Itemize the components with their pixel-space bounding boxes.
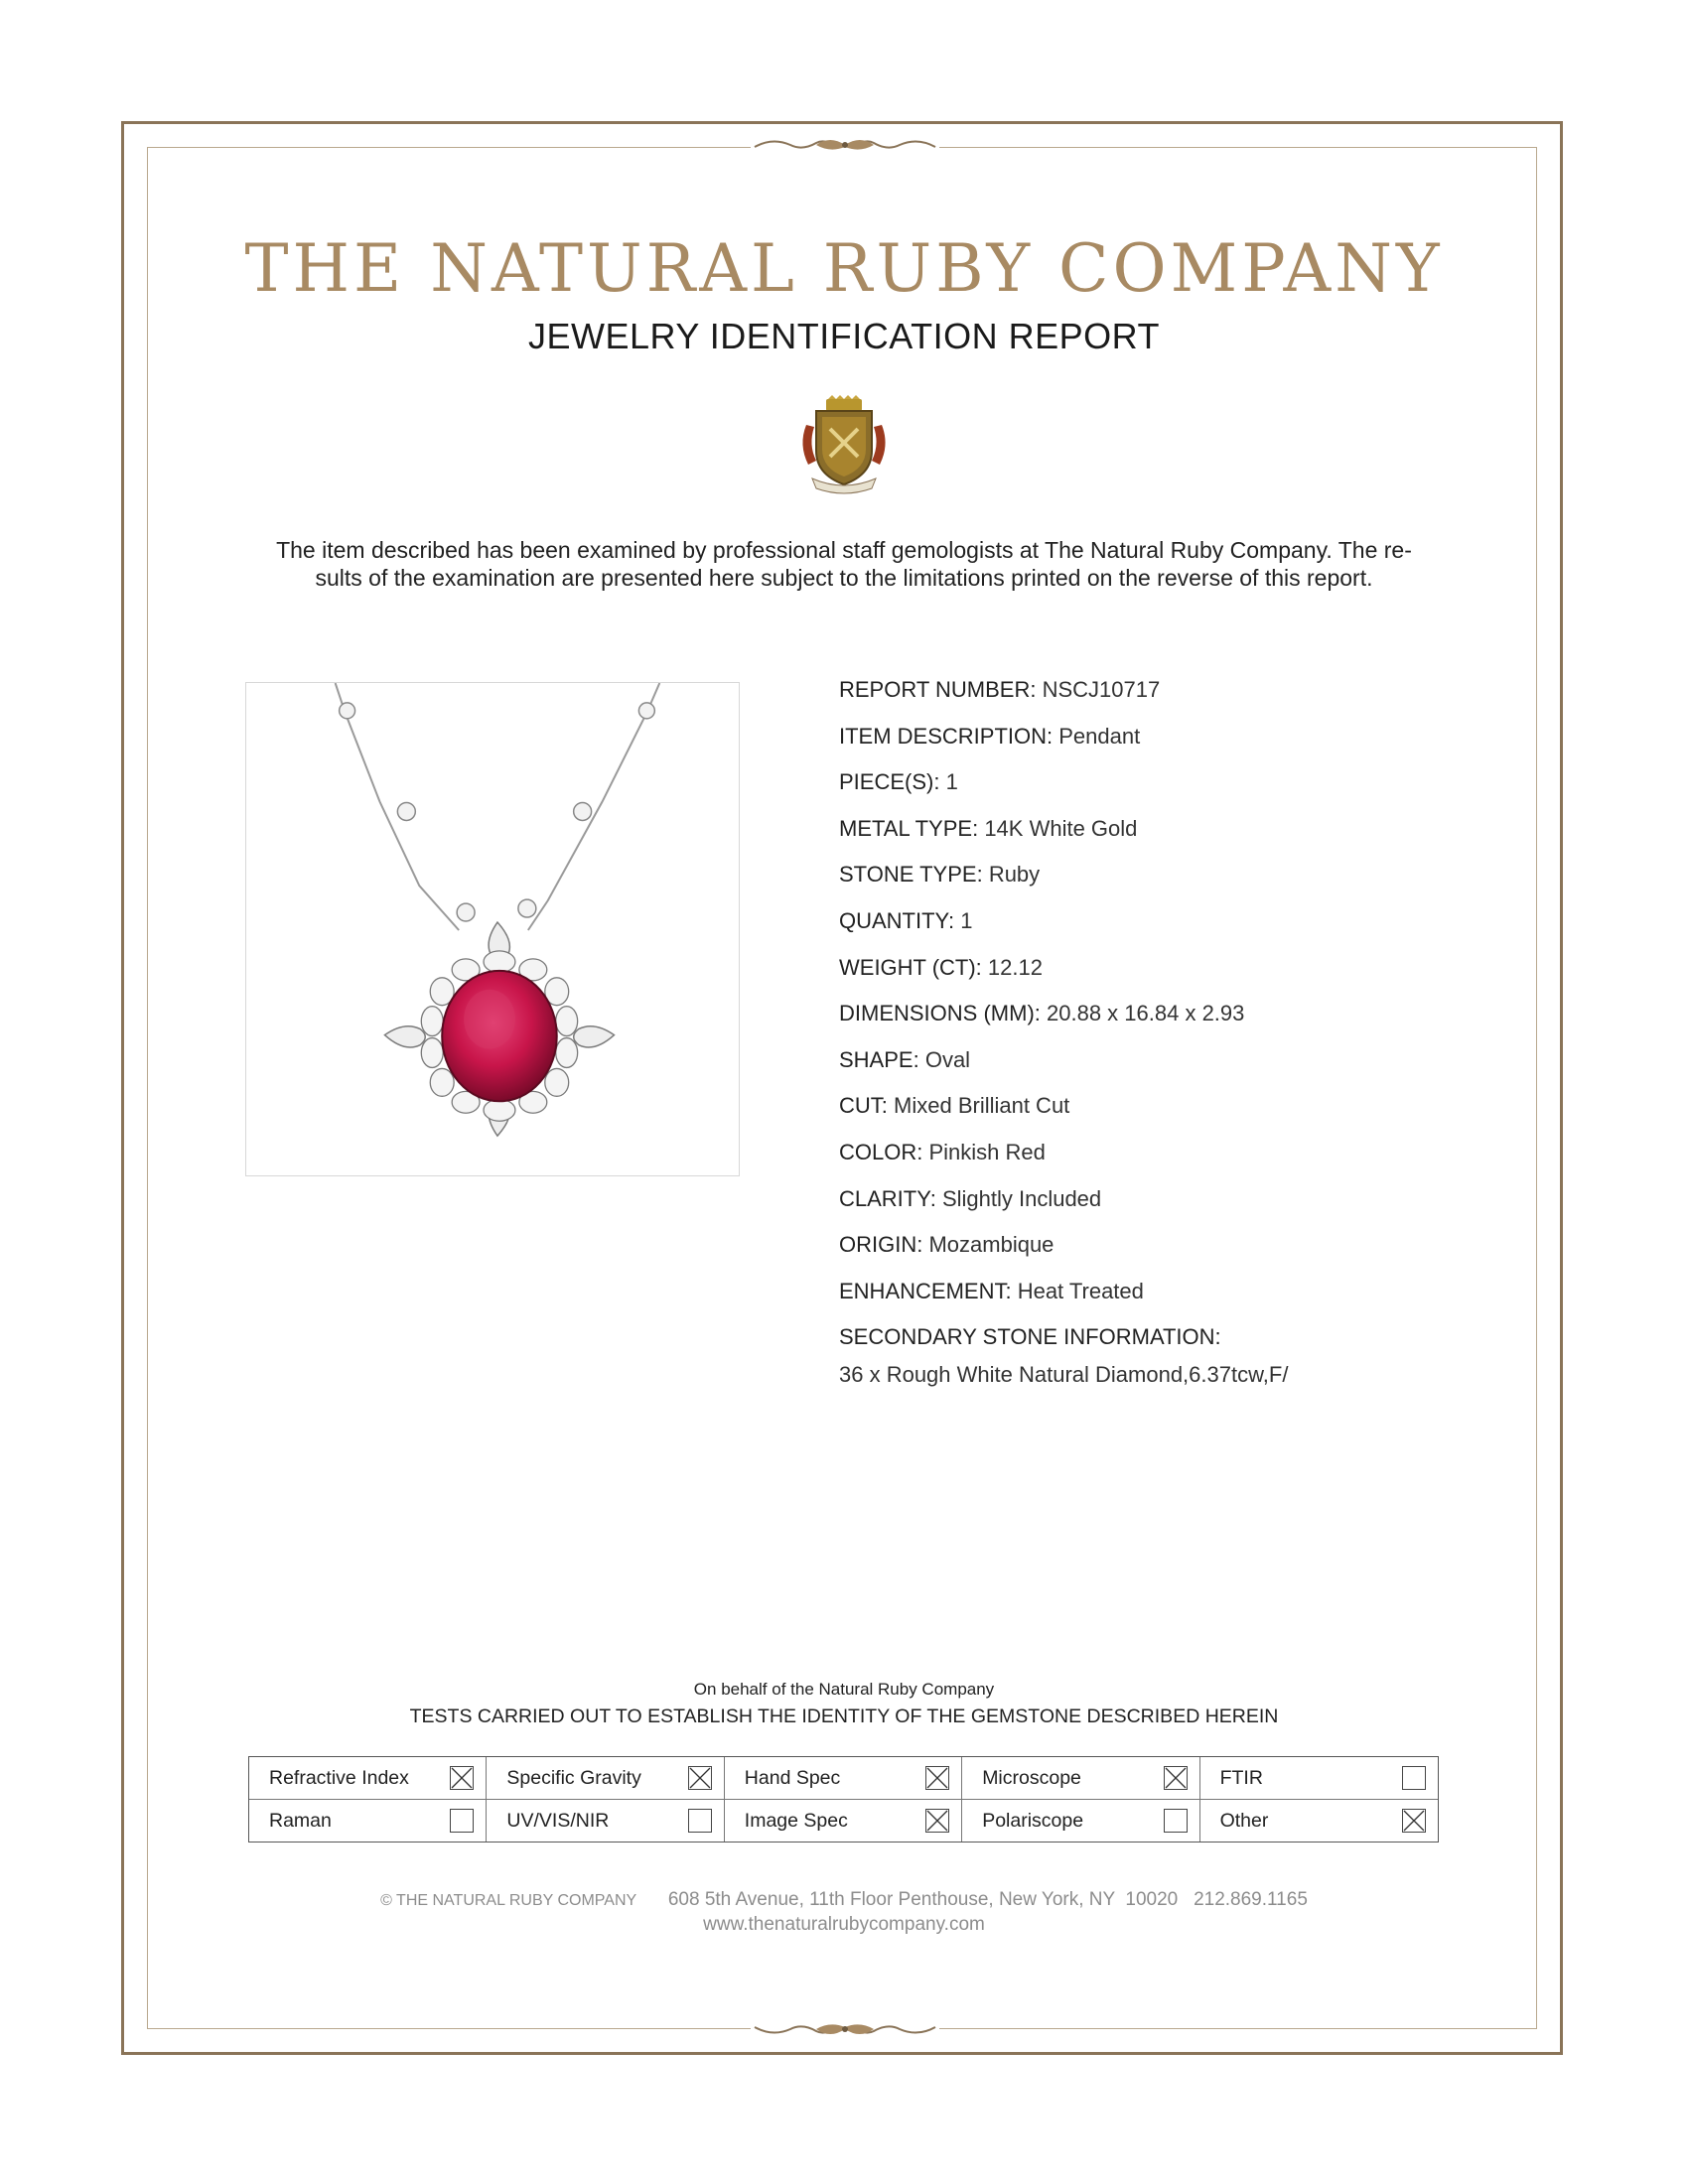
empty-checkbox [1402,1766,1426,1790]
test-cell [962,1800,1199,1843]
detail-value: Heat Treated [1017,1278,1144,1303]
detail-label: CLARITY: [839,1185,936,1211]
empty-checkbox [688,1809,712,1833]
checked-checkbox [450,1766,474,1790]
intro-line-1: The item described has been examined by professional staff gemologists at The Natural Ruby Company. The re- [276,537,1412,563]
footer-address-line [0,1889,1688,1911]
footer-copyright: © THE NATURAL RUBY COMPANY [380,1892,637,1909]
intro-line-2: sults of the examination are presented here subject to the limitations printed on the reverse of this report. [315,565,1373,591]
detail-label: QUANTITY: [839,907,955,933]
test-cell [1200,1757,1438,1800]
bottom-flourish-ornament [751,2017,939,2041]
detail-value: 14K White Gold [984,815,1138,841]
detail-label: REPORT NUMBER: [839,677,1037,702]
detail-label: CUT: [839,1093,888,1119]
detail-value: Mozambique [928,1232,1055,1258]
detail-row [839,765,1534,812]
tests-table [248,1756,1439,1843]
company-crest-logo [798,395,890,494]
detail-label: SHAPE: [839,1046,919,1072]
x-mark-icon [451,1767,473,1789]
detail-row [839,997,1534,1043]
checked-checkbox [688,1766,712,1790]
x-mark-icon [689,1767,711,1789]
checked-checkbox [925,1766,949,1790]
behalf-statement: On behalf of the Natural Ruby Company [693,1680,995,1699]
detail-label: STONE TYPE: [839,862,983,887]
detail-row [839,904,1534,951]
detail-row [839,1320,1534,1367]
detail-value: 20.88 x 16.84 x 2.93 [1047,1001,1245,1026]
detail-row [839,1182,1534,1229]
pendant-photo [245,682,740,1176]
detail-value: 1 [960,907,973,933]
detail-row [839,720,1534,766]
test-cell [725,1757,962,1800]
test-cell [487,1757,724,1800]
detail-label: SECONDARY STONE INFORMATION: [839,1324,1221,1350]
detail-row [839,1136,1534,1182]
test-cell [725,1800,962,1843]
x-mark-icon [926,1767,948,1789]
test-label: Polariscope [982,1809,1084,1832]
pendant-illustration [246,683,739,1175]
top-flourish-ornament [751,133,939,157]
test-label: Microscope [982,1767,1081,1789]
detail-row [839,1043,1534,1090]
test-cell [487,1800,724,1843]
x-mark-icon [926,1810,948,1832]
detail-value: Oval [924,1046,971,1072]
detail-row [839,812,1534,859]
detail-row [839,1228,1534,1275]
secondary-stone-value: 36 x Rough White Natural Diamond,6.37tcw,F/ [839,1362,1289,1387]
detail-value: NSCJ10717 [1042,677,1161,702]
test-cell [249,1800,487,1843]
test-cell [1200,1800,1438,1843]
detail-row [839,673,1534,720]
detail-value: Slightly Included [941,1185,1102,1211]
empty-checkbox [1164,1809,1188,1833]
test-label: Hand Spec [744,1767,841,1789]
detail-label: DIMENSIONS (MM): [839,1001,1041,1026]
detail-row [839,1089,1534,1136]
item-details-list [839,673,1534,1367]
checked-checkbox [1164,1766,1188,1790]
detail-value: Pendant [1058,723,1141,749]
report-title: JEWELRY IDENTIFICATION REPORT [528,316,1160,356]
detail-label: PIECE(S): [839,769,940,795]
test-label: UV/VIS/NIR [506,1809,610,1832]
detail-label: WEIGHT (CT): [839,954,982,980]
test-label: Image Spec [744,1809,848,1832]
footer-address: 608 5th Avenue, 11th Floor Penthouse, New York, NY 10020 212.869.1165 [667,1889,1308,1910]
detail-label: COLOR: [839,1139,923,1164]
detail-row [839,858,1534,904]
tests-heading: TESTS CARRIED OUT TO ESTABLISH THE IDENTITY OF THE GEMSTONE DESCRIBED HEREIN [409,1706,1279,1727]
detail-label: ENHANCEMENT: [839,1278,1012,1303]
test-label: Other [1219,1809,1269,1832]
detail-label: ITEM DESCRIPTION: [839,723,1054,749]
detail-row [839,951,1534,998]
test-cell [962,1757,1199,1800]
intro-paragraph [228,536,1460,592]
test-label: Specific Gravity [506,1767,641,1789]
company-title: THE NATURAL RUBY COMPANY [244,230,1444,307]
test-label: Raman [269,1809,332,1832]
detail-value: Pinkish Red [928,1139,1046,1164]
detail-value: 1 [945,769,958,795]
x-mark-icon [1403,1810,1425,1832]
detail-value: Ruby [988,862,1041,887]
detail-value: 12.12 [987,954,1043,980]
test-label: Refractive Index [269,1767,409,1789]
checked-checkbox [925,1809,949,1833]
empty-checkbox [450,1809,474,1833]
detail-label: METAL TYPE: [839,815,979,841]
detail-row [839,1275,1534,1321]
test-cell [249,1757,487,1800]
detail-label: ORIGIN: [839,1232,923,1258]
detail-value: Mixed Brilliant Cut [894,1093,1070,1119]
footer-website: www.thenaturalrubycompany.com [703,1914,985,1935]
checked-checkbox [1402,1809,1426,1833]
test-label: FTIR [1219,1767,1263,1789]
x-mark-icon [1165,1767,1187,1789]
